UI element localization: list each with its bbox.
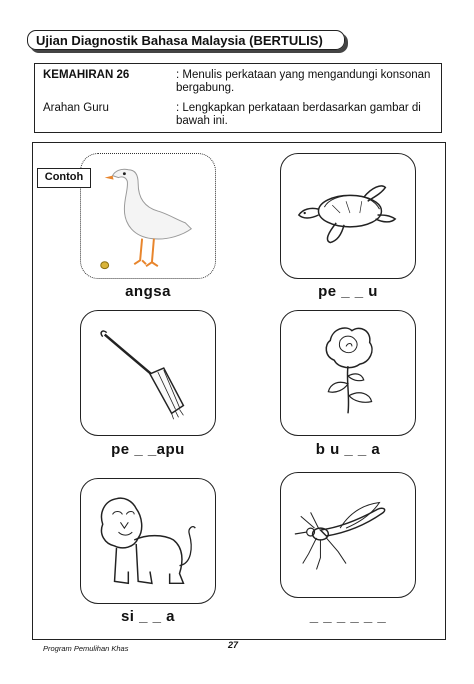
word-turtle: pe _ _ u	[318, 283, 378, 300]
guide-label: Arahan Guru	[43, 102, 109, 114]
skill-label: KEMAHIRAN 26	[43, 69, 130, 81]
word-rose: b u _ _ a	[315, 441, 381, 458]
instruction-box	[34, 63, 442, 133]
rose-icon	[281, 311, 415, 435]
turtle-icon	[281, 154, 415, 278]
picture-card-turtle	[280, 153, 416, 279]
goose-icon	[81, 154, 215, 278]
footer-program: Program Pemulihan Khas	[43, 644, 129, 653]
example-label: Contoh	[37, 168, 91, 188]
word-broom: pe _ _apu	[111, 441, 185, 458]
broom-icon	[81, 311, 215, 435]
word-goose: angsa	[125, 283, 171, 300]
picture-card-broom	[80, 310, 216, 436]
picture-card-lion	[80, 478, 216, 604]
picture-card-rose	[280, 310, 416, 436]
lion-icon	[81, 479, 215, 603]
worksheet-title: Ujian Diagnostik Bahasa Malaysia (BERTULIS)	[27, 30, 345, 50]
word-mosquito: _ _ _ _ _ _	[309, 608, 387, 625]
guide-description: : Lengkapkan perkataan berdasarkan gambar di bawah ini.	[176, 102, 421, 127]
word-lion: si _ _ a	[120, 608, 176, 625]
picture-card-goose	[80, 153, 216, 279]
mosquito-icon	[281, 473, 415, 597]
skill-description: : Menulis perkataan yang mengandungi konsonan bergabung.	[176, 69, 431, 94]
page-number: 27	[228, 640, 239, 650]
picture-card-mosquito	[280, 472, 416, 598]
